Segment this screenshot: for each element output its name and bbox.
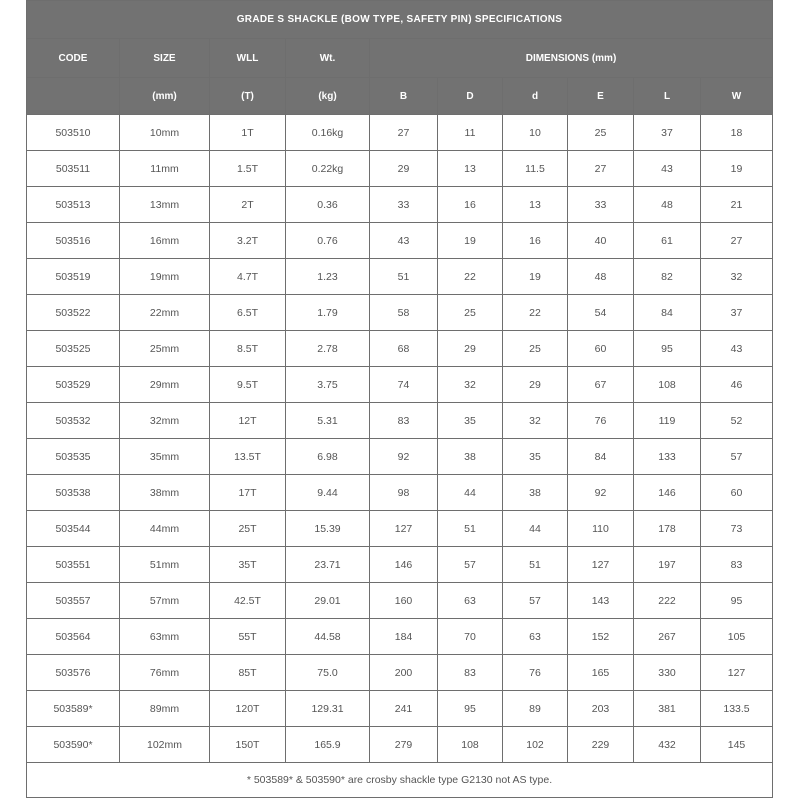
cell-wll: 85T <box>210 655 286 691</box>
cell-code: 503557 <box>27 583 120 619</box>
cell-dim-D: 29 <box>438 331 503 367</box>
header-code: CODE <box>27 39 120 78</box>
cell-weight: 6.98 <box>286 439 370 475</box>
cell-dim-l: 146 <box>634 475 701 511</box>
cell-dim-w: 52 <box>701 403 773 439</box>
cell-code: 503551 <box>27 547 120 583</box>
cell-dim-e: 152 <box>568 619 634 655</box>
cell-wll: 3.2T <box>210 223 286 259</box>
cell-weight: 23.71 <box>286 547 370 583</box>
cell-dim-b: 184 <box>370 619 438 655</box>
cell-dim-D: 83 <box>438 655 503 691</box>
cell-dim-l: 61 <box>634 223 701 259</box>
cell-dim-l: 222 <box>634 583 701 619</box>
cell-dim-e: 33 <box>568 187 634 223</box>
table-title: GRADE S SHACKLE (BOW TYPE, SAFETY PIN) SPECIFICATIONS <box>27 1 773 39</box>
table-row <box>27 403 773 439</box>
cell-dim-l: 119 <box>634 403 701 439</box>
cell-wll: 35T <box>210 547 286 583</box>
cell-code: 503535 <box>27 439 120 475</box>
cell-wll: 12T <box>210 403 286 439</box>
cell-weight: 75.0 <box>286 655 370 691</box>
cell-dim-w: 21 <box>701 187 773 223</box>
cell-weight: 3.75 <box>286 367 370 403</box>
cell-size: 22mm <box>120 295 210 331</box>
cell-dim-w: 83 <box>701 547 773 583</box>
cell-dim-b: 68 <box>370 331 438 367</box>
header-size: SIZE <box>120 39 210 78</box>
cell-dim-b: 200 <box>370 655 438 691</box>
cell-wll: 1.5T <box>210 151 286 187</box>
cell-code: 503513 <box>27 187 120 223</box>
cell-wll: 6.5T <box>210 295 286 331</box>
header-wll: WLL <box>210 39 286 78</box>
table-row <box>27 331 773 367</box>
table-row <box>27 547 773 583</box>
table-row <box>27 511 773 547</box>
cell-size: 32mm <box>120 403 210 439</box>
cell-weight: 2.78 <box>286 331 370 367</box>
cell-dim-d: 32 <box>503 403 568 439</box>
cell-dim-l: 133 <box>634 439 701 475</box>
cell-dim-d: 29 <box>503 367 568 403</box>
cell-dim-e: 48 <box>568 259 634 295</box>
cell-dim-l: 432 <box>634 727 701 763</box>
cell-dim-b: 279 <box>370 727 438 763</box>
cell-size: 44mm <box>120 511 210 547</box>
cell-dim-l: 267 <box>634 619 701 655</box>
cell-wll: 1T <box>210 115 286 151</box>
cell-dim-e: 127 <box>568 547 634 583</box>
cell-dim-e: 84 <box>568 439 634 475</box>
subheader-dim-w: W <box>701 78 773 115</box>
cell-dim-w: 57 <box>701 439 773 475</box>
cell-dim-l: 48 <box>634 187 701 223</box>
cell-dim-b: 146 <box>370 547 438 583</box>
cell-dim-w: 18 <box>701 115 773 151</box>
table-row <box>27 727 773 763</box>
cell-size: 19mm <box>120 259 210 295</box>
cell-dim-w: 27 <box>701 223 773 259</box>
subheader-dim-b: B <box>370 78 438 115</box>
cell-dim-D: 63 <box>438 583 503 619</box>
cell-dim-w: 60 <box>701 475 773 511</box>
cell-dim-b: 33 <box>370 187 438 223</box>
table-row <box>27 187 773 223</box>
cell-dim-d: 44 <box>503 511 568 547</box>
cell-dim-e: 27 <box>568 151 634 187</box>
cell-dim-d: 19 <box>503 259 568 295</box>
cell-dim-e: 54 <box>568 295 634 331</box>
cell-weight: 9.44 <box>286 475 370 511</box>
cell-code: 503589* <box>27 691 120 727</box>
cell-dim-b: 58 <box>370 295 438 331</box>
cell-dim-e: 60 <box>568 331 634 367</box>
cell-dim-D: 95 <box>438 691 503 727</box>
cell-dim-w: 37 <box>701 295 773 331</box>
cell-code: 503522 <box>27 295 120 331</box>
cell-dim-D: 38 <box>438 439 503 475</box>
cell-dim-b: 83 <box>370 403 438 439</box>
cell-wll: 13.5T <box>210 439 286 475</box>
cell-dim-D: 22 <box>438 259 503 295</box>
cell-dim-e: 165 <box>568 655 634 691</box>
cell-dim-e: 40 <box>568 223 634 259</box>
cell-dim-D: 44 <box>438 475 503 511</box>
cell-size: 63mm <box>120 619 210 655</box>
cell-wll: 150T <box>210 727 286 763</box>
subheader-size-unit: (mm) <box>120 78 210 115</box>
cell-wll: 4.7T <box>210 259 286 295</box>
cell-weight: 0.22kg <box>286 151 370 187</box>
table-row <box>27 439 773 475</box>
cell-size: 13mm <box>120 187 210 223</box>
subheader-dim-d: d <box>503 78 568 115</box>
cell-dim-e: 76 <box>568 403 634 439</box>
cell-dim-D: 32 <box>438 367 503 403</box>
cell-dim-D: 19 <box>438 223 503 259</box>
cell-dim-e: 229 <box>568 727 634 763</box>
cell-size: 10mm <box>120 115 210 151</box>
cell-dim-l: 82 <box>634 259 701 295</box>
cell-weight: 15.39 <box>286 511 370 547</box>
cell-dim-e: 143 <box>568 583 634 619</box>
cell-weight: 165.9 <box>286 727 370 763</box>
cell-wll: 55T <box>210 619 286 655</box>
subheader-weight-unit: (kg) <box>286 78 370 115</box>
table-row <box>27 619 773 655</box>
cell-dim-b: 92 <box>370 439 438 475</box>
cell-dim-b: 160 <box>370 583 438 619</box>
cell-code: 503510 <box>27 115 120 151</box>
cell-dim-e: 203 <box>568 691 634 727</box>
cell-dim-l: 381 <box>634 691 701 727</box>
cell-dim-b: 241 <box>370 691 438 727</box>
header-weight: Wt. <box>286 39 370 78</box>
table-row <box>27 151 773 187</box>
cell-code: 503516 <box>27 223 120 259</box>
shackle-spec-table <box>26 0 773 798</box>
cell-weight: 44.58 <box>286 619 370 655</box>
cell-dim-w: 19 <box>701 151 773 187</box>
cell-weight: 0.76 <box>286 223 370 259</box>
cell-dim-D: 25 <box>438 295 503 331</box>
subheader-wll-unit: (T) <box>210 78 286 115</box>
cell-code: 503564 <box>27 619 120 655</box>
cell-dim-D: 70 <box>438 619 503 655</box>
cell-dim-l: 197 <box>634 547 701 583</box>
spec-table-container <box>26 0 772 798</box>
cell-size: 38mm <box>120 475 210 511</box>
subheader-dim-e: E <box>568 78 634 115</box>
cell-code: 503532 <box>27 403 120 439</box>
cell-dim-d: 89 <box>503 691 568 727</box>
cell-code: 503576 <box>27 655 120 691</box>
cell-dim-d: 16 <box>503 223 568 259</box>
cell-dim-b: 127 <box>370 511 438 547</box>
cell-dim-w: 43 <box>701 331 773 367</box>
cell-dim-w: 127 <box>701 655 773 691</box>
cell-size: 11mm <box>120 151 210 187</box>
table-row <box>27 475 773 511</box>
cell-dim-d: 11.5 <box>503 151 568 187</box>
cell-dim-w: 133.5 <box>701 691 773 727</box>
cell-wll: 8.5T <box>210 331 286 367</box>
cell-code: 503519 <box>27 259 120 295</box>
cell-dim-D: 51 <box>438 511 503 547</box>
cell-dim-D: 108 <box>438 727 503 763</box>
header-dimensions: DIMENSIONS (mm) <box>370 39 773 78</box>
cell-dim-l: 178 <box>634 511 701 547</box>
cell-code: 503511 <box>27 151 120 187</box>
cell-weight: 1.79 <box>286 295 370 331</box>
cell-wll: 42.5T <box>210 583 286 619</box>
table-body <box>27 115 773 763</box>
cell-size: 35mm <box>120 439 210 475</box>
cell-size: 51mm <box>120 547 210 583</box>
table-row <box>27 295 773 331</box>
cell-wll: 9.5T <box>210 367 286 403</box>
cell-dim-l: 37 <box>634 115 701 151</box>
cell-dim-e: 67 <box>568 367 634 403</box>
cell-weight: 129.31 <box>286 691 370 727</box>
cell-dim-D: 57 <box>438 547 503 583</box>
table-row <box>27 259 773 295</box>
cell-dim-w: 73 <box>701 511 773 547</box>
cell-size: 102mm <box>120 727 210 763</box>
cell-dim-l: 108 <box>634 367 701 403</box>
cell-dim-d: 35 <box>503 439 568 475</box>
table-footnote: * 503589* & 503590* are crosby shackle type G2130 not AS type. <box>27 763 773 798</box>
cell-dim-D: 35 <box>438 403 503 439</box>
cell-dim-l: 95 <box>634 331 701 367</box>
cell-size: 29mm <box>120 367 210 403</box>
cell-dim-b: 27 <box>370 115 438 151</box>
cell-code: 503590* <box>27 727 120 763</box>
cell-dim-D: 13 <box>438 151 503 187</box>
table-row <box>27 115 773 151</box>
cell-weight: 0.36 <box>286 187 370 223</box>
cell-dim-d: 22 <box>503 295 568 331</box>
cell-dim-e: 110 <box>568 511 634 547</box>
cell-weight: 1.23 <box>286 259 370 295</box>
cell-dim-d: 51 <box>503 547 568 583</box>
cell-code: 503525 <box>27 331 120 367</box>
table-row <box>27 655 773 691</box>
cell-wll: 17T <box>210 475 286 511</box>
cell-dim-D: 16 <box>438 187 503 223</box>
cell-dim-e: 92 <box>568 475 634 511</box>
cell-dim-e: 25 <box>568 115 634 151</box>
cell-dim-w: 95 <box>701 583 773 619</box>
cell-dim-d: 13 <box>503 187 568 223</box>
cell-wll: 2T <box>210 187 286 223</box>
cell-dim-w: 32 <box>701 259 773 295</box>
cell-size: 76mm <box>120 655 210 691</box>
cell-dim-w: 105 <box>701 619 773 655</box>
cell-dim-d: 76 <box>503 655 568 691</box>
cell-dim-d: 38 <box>503 475 568 511</box>
table-row <box>27 583 773 619</box>
cell-dim-b: 29 <box>370 151 438 187</box>
cell-dim-d: 10 <box>503 115 568 151</box>
table-row <box>27 223 773 259</box>
cell-dim-b: 98 <box>370 475 438 511</box>
cell-weight: 5.31 <box>286 403 370 439</box>
cell-dim-b: 43 <box>370 223 438 259</box>
cell-code: 503538 <box>27 475 120 511</box>
subheader-dim-D: D <box>438 78 503 115</box>
cell-size: 16mm <box>120 223 210 259</box>
cell-dim-d: 102 <box>503 727 568 763</box>
cell-dim-w: 46 <box>701 367 773 403</box>
cell-dim-b: 51 <box>370 259 438 295</box>
subheader-code <box>27 78 120 115</box>
cell-dim-b: 74 <box>370 367 438 403</box>
cell-code: 503529 <box>27 367 120 403</box>
cell-dim-d: 57 <box>503 583 568 619</box>
cell-size: 25mm <box>120 331 210 367</box>
cell-size: 57mm <box>120 583 210 619</box>
cell-dim-l: 84 <box>634 295 701 331</box>
cell-dim-l: 43 <box>634 151 701 187</box>
cell-dim-D: 11 <box>438 115 503 151</box>
cell-wll: 120T <box>210 691 286 727</box>
cell-dim-d: 63 <box>503 619 568 655</box>
cell-dim-d: 25 <box>503 331 568 367</box>
table-row <box>27 367 773 403</box>
cell-code: 503544 <box>27 511 120 547</box>
cell-dim-w: 145 <box>701 727 773 763</box>
table-row <box>27 691 773 727</box>
cell-dim-l: 330 <box>634 655 701 691</box>
cell-weight: 0.16kg <box>286 115 370 151</box>
cell-size: 89mm <box>120 691 210 727</box>
cell-weight: 29.01 <box>286 583 370 619</box>
cell-wll: 25T <box>210 511 286 547</box>
subheader-dim-l: L <box>634 78 701 115</box>
